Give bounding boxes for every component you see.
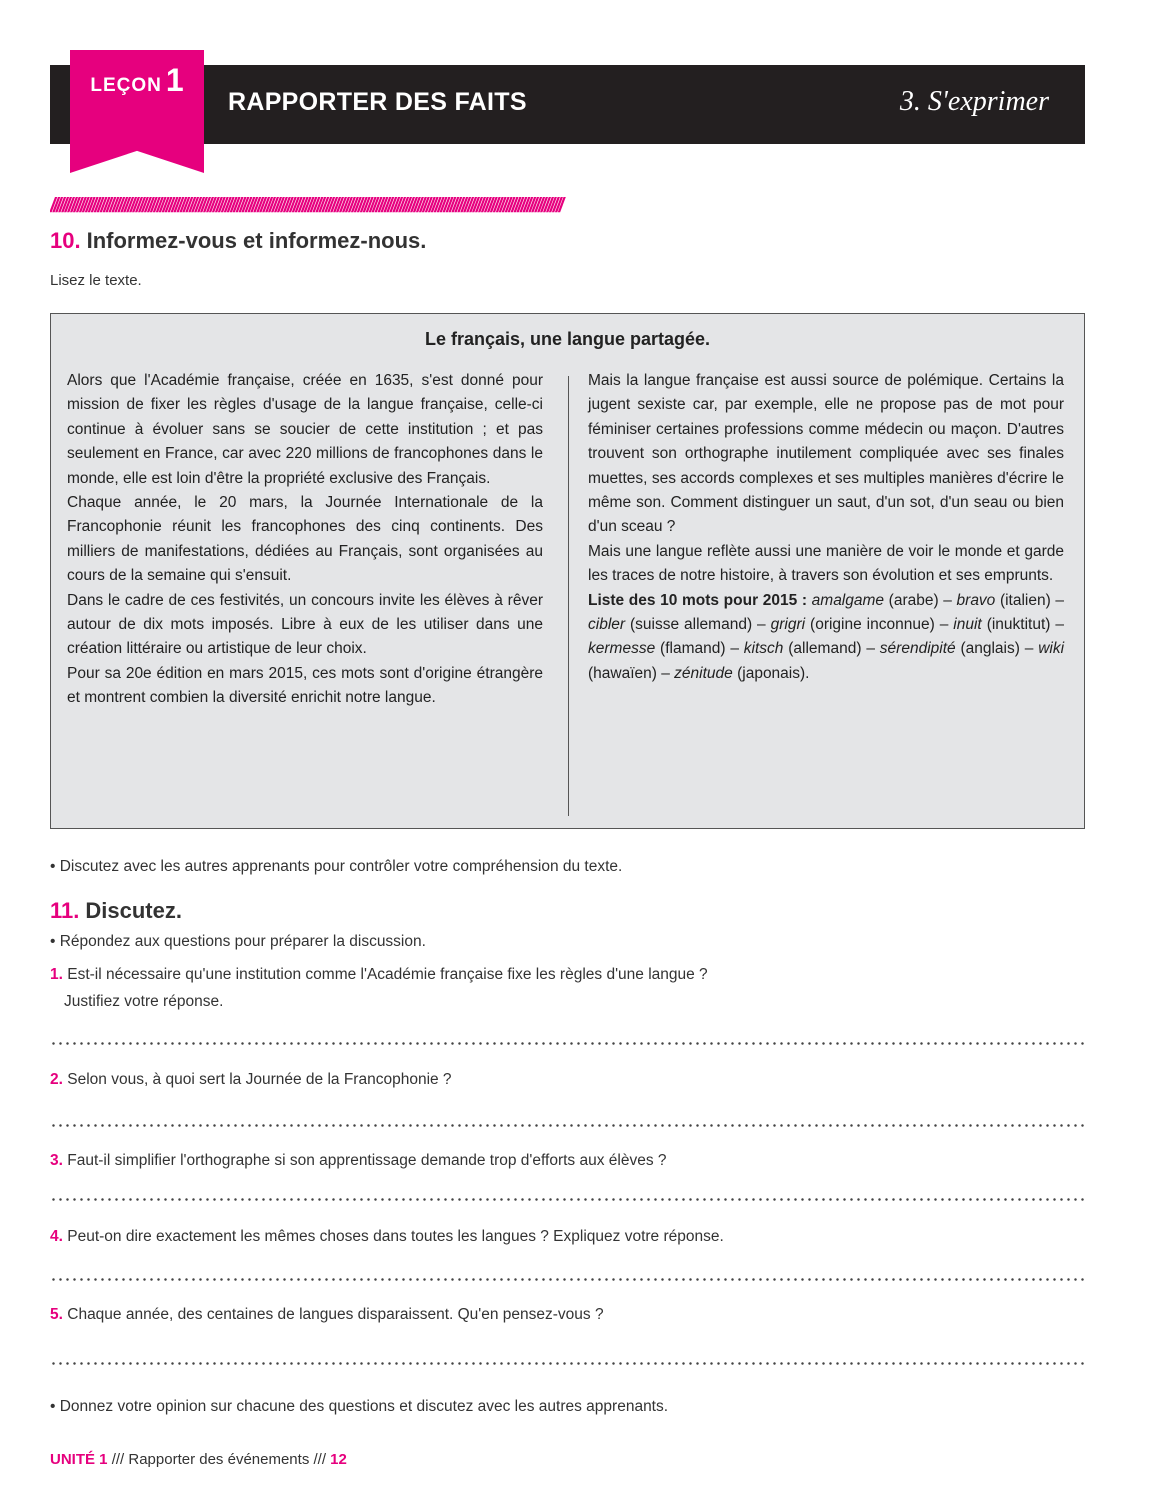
- paragraph: Mais la langue française est aussi source de polémique. Certains la jugent sexiste car, par exemple, elle ne propose pas de mot pour féminiser certaines professions comme médecin ou maçon. D'autres trouvent son orthographe inutilement compliquée avec ses finales muettes, ses accords complexes et ses multiples manières d'écrire le même son. Comment distinguer un saut, d'un sot, d'un seau ou bien d'un sceau ?: [588, 372, 1064, 536]
- word-list-title: Liste des 10 mots pour 2015 :: [588, 591, 808, 609]
- textbox-title: Le français, une langue partagée.: [424, 329, 711, 349]
- word-origin: (italien): [999, 591, 1051, 609]
- slash-divider: /////////////////////////////////////////////////////////////////////////////////////////////////////////////////////////////////////////////////////////////////////////////: [50, 195, 562, 217]
- column-divider: [568, 376, 569, 816]
- footer-separator: ///: [111, 1451, 125, 1468]
- word: wiki: [1038, 640, 1065, 658]
- exercise-10-followup: • Discutez avec les autres apprenants pour contrôler votre compréhension du texte.: [50, 858, 623, 875]
- question-number: 3.: [50, 1152, 63, 1169]
- word-origin: (arabe): [888, 591, 939, 609]
- exercise-10-instruction: Lisez le texte.: [50, 272, 142, 289]
- textbox-right-column: [588, 369, 1064, 686]
- lesson-number: 1: [165, 62, 184, 98]
- section-title: 3. S'exprimer: [899, 86, 1049, 117]
- word-origin: (hawaïen): [588, 664, 657, 682]
- paragraph: Alors que l'Académie française, créée en 1635, s'est donné pour mission de fixer les règles d'usage de la langue française, celle-ci continue à évoluer sans se soucier de cette institution ; et pas seulement en France, car avec 220 millions de francophones dans le monde, elle est loin d'être la propriété exclusive des Français.: [67, 372, 543, 487]
- footer-title: Rapporter des événements: [128, 1451, 310, 1468]
- exercise-11-title: [50, 898, 182, 924]
- exercise-10-number: 10.: [50, 228, 81, 253]
- question-text: Chaque année, des centaines de langues disparaissent. Qu'en pensez-vous ?: [67, 1306, 604, 1323]
- question-text: Est-il nécessaire qu'une institution comme l'Académie française fixe les règles d'une langue ?: [67, 966, 708, 983]
- paragraph: Chaque année, le 20 mars, la Journée Internationale de la Francophonie réunit les francophones des cinq continents. Des milliers de manifestations, dédiées au Français, sont organisées au cours de la semaine qui s'ensuit.: [67, 494, 543, 585]
- question-number: 2.: [50, 1071, 63, 1088]
- footer-separator: ///: [313, 1451, 326, 1468]
- paragraph: Mais une langue reflète aussi une manière de voir le monde et garde les traces de notre histoire, à travers son évolution et ses emprunts.: [588, 542, 1064, 585]
- word: amalgame: [811, 591, 885, 609]
- exercise-11-number: 11.: [50, 898, 80, 923]
- exercise-11-heading: Discutez.: [85, 898, 182, 923]
- word-origin: (japonais).: [737, 664, 810, 682]
- page-footer: [50, 1451, 347, 1468]
- question-3: [50, 1152, 667, 1170]
- word-list: Liste des 10 mots pour 2015 : amalgame (arabe) – bravo (italien) – cibler (suisse allemand) – grigri (origine inconnue) – inuit (inuktitut) – kermesse (flamand) – kitsch (allemand) – sérendipité (anglais) – wiki (hawaïen) – zénitude (japonais).: [588, 591, 1065, 682]
- word: kermesse: [588, 640, 656, 658]
- exercise-11-closing: • Donnez votre opinion sur chacune des questions et discutez avec les autres apprenants.: [50, 1398, 669, 1415]
- question-4: [50, 1228, 724, 1246]
- exercise-10-title: [50, 228, 426, 254]
- question-2: [50, 1071, 452, 1089]
- question-text: Faut-il simplifier l'orthographe si son apprentissage demande trop d'efforts aux élèves ?: [67, 1152, 667, 1169]
- question-number: 4.: [50, 1228, 63, 1245]
- page-title: RAPPORTER DES FAITS: [228, 88, 527, 116]
- word: kitsch: [743, 640, 784, 658]
- reading-textbox: [50, 313, 1085, 829]
- word-origin: (suisse allemand): [630, 616, 753, 634]
- word: cibler: [588, 616, 626, 634]
- question-5: [50, 1306, 604, 1324]
- footer-unit: UNITÉ 1: [50, 1451, 108, 1468]
- paragraph: Dans le cadre de ces festivités, un concours invite les élèves à rêver autour de dix mots imposés. Libre à eux de les utiliser dans une création littéraire ou artistique de leur choix.: [67, 591, 543, 658]
- question-text: Selon vous, à quoi sert la Journée de la Francophonie ?: [67, 1071, 452, 1088]
- word: zénitude: [674, 664, 733, 682]
- word-origin: (flamand): [660, 640, 726, 658]
- answer-line-2[interactable]: [50, 1124, 1087, 1127]
- word: grigri: [770, 616, 806, 634]
- word-origin: (origine inconnue): [810, 616, 935, 634]
- lesson-word: LEÇON: [90, 75, 162, 96]
- word: bravo: [956, 591, 996, 609]
- answer-line-5[interactable]: [50, 1362, 1087, 1365]
- page-number: 12: [330, 1451, 347, 1468]
- question-number: 5.: [50, 1306, 63, 1323]
- question-number: 1.: [50, 966, 63, 983]
- textbox-left-column: [67, 369, 543, 711]
- question-1-continuation: Justifiez votre réponse.: [64, 993, 224, 1010]
- question-text: Peut-on dire exactement les mêmes choses dans toutes les langues ? Expliquez votre réponse.: [67, 1228, 724, 1245]
- answer-line-1[interactable]: [50, 1042, 1087, 1045]
- word-origin: (allemand): [788, 640, 862, 658]
- answer-line-3[interactable]: [50, 1198, 1087, 1201]
- lesson-label: [70, 62, 204, 99]
- paragraph: Pour sa 20e édition en mars 2015, ces mots sont d'origine étrangère et montrent combien la diversité enrichit notre langue.: [67, 664, 543, 707]
- word: inuit: [953, 616, 982, 634]
- word-origin: (inuktitut): [986, 616, 1051, 634]
- word: sérendipité: [879, 640, 956, 658]
- exercise-11-instruction: • Répondez aux questions pour préparer la discussion.: [50, 933, 426, 950]
- question-1: [50, 966, 708, 984]
- answer-line-4[interactable]: [50, 1278, 1087, 1281]
- word-origin: (anglais): [960, 640, 1020, 658]
- exercise-10-heading: Informez-vous et informez-nous.: [86, 228, 427, 253]
